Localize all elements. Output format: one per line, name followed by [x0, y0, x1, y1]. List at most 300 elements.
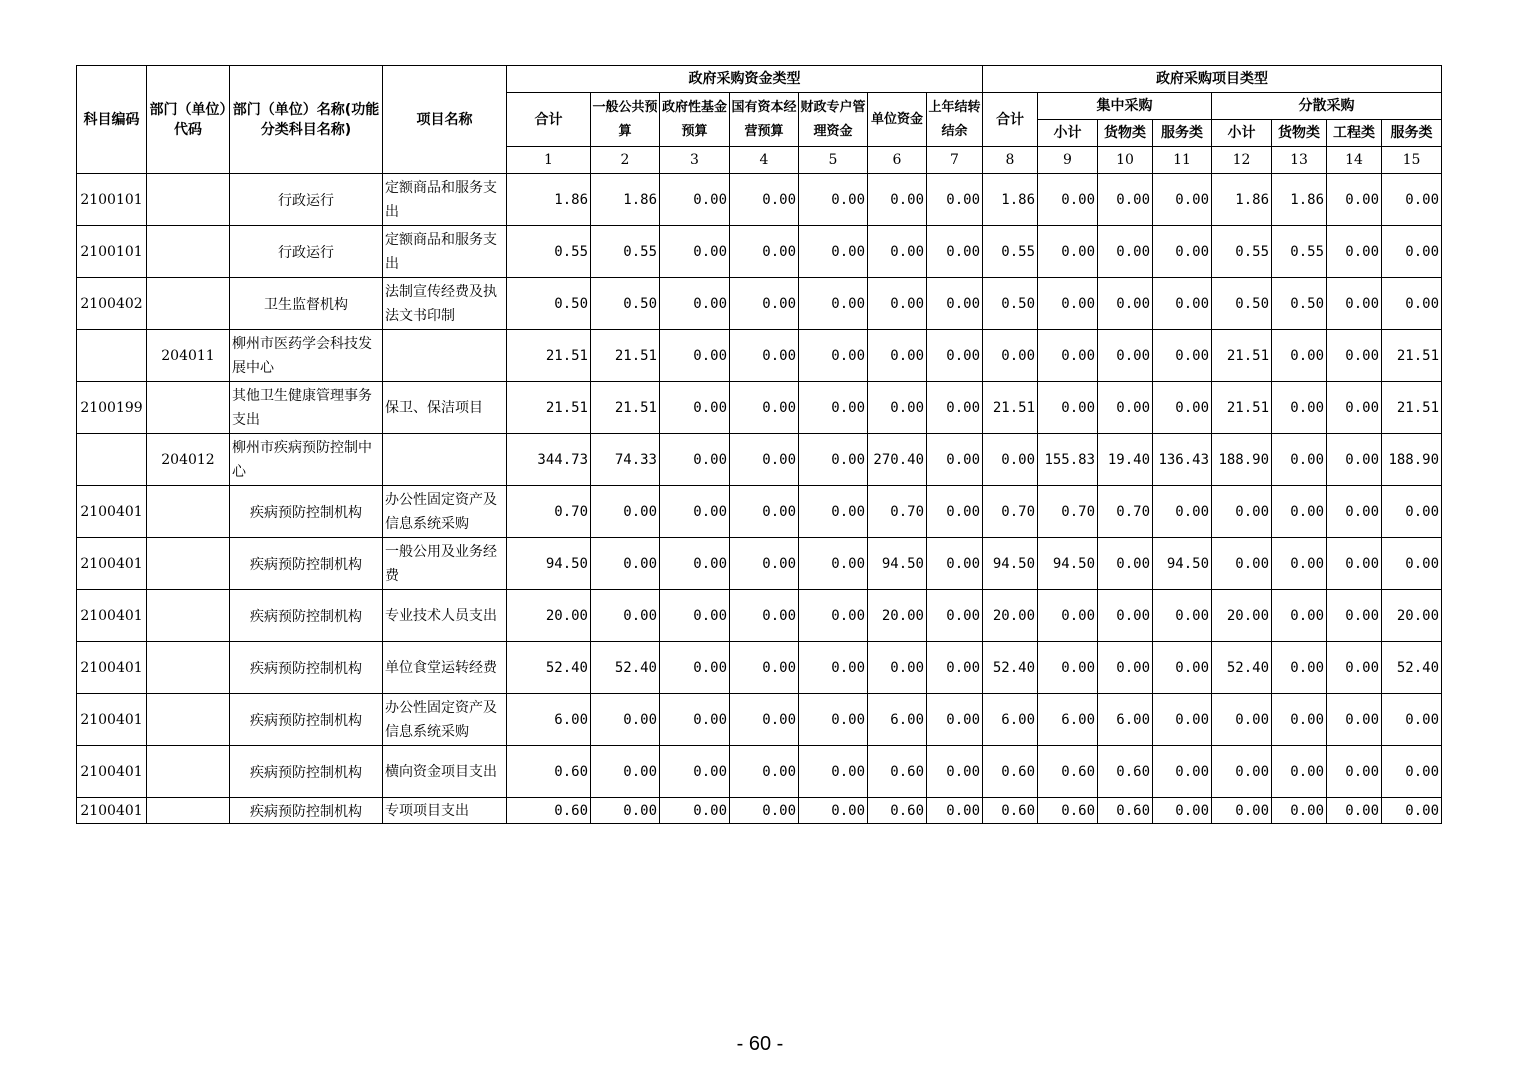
header-fund-col: 政府性基金预算	[660, 93, 730, 147]
value-cell: 0.00	[799, 278, 868, 330]
value-cell: 0.00	[1153, 746, 1212, 798]
header-project-name: 项目名称	[383, 66, 507, 174]
value-cell: 0.00	[1327, 642, 1382, 694]
value-cell: 0.00	[1153, 694, 1212, 746]
value-cell: 0.00	[1098, 174, 1153, 226]
value-cell: 1.86	[1212, 174, 1272, 226]
header-central-group: 集中采购	[1038, 93, 1212, 120]
value-cell: 0.00	[1038, 642, 1098, 694]
value-cell: 0.00	[1212, 798, 1272, 824]
value-cell: 0.00	[1038, 382, 1098, 434]
value-cell: 0.00	[660, 434, 730, 486]
value-cell: 0.00	[799, 486, 868, 538]
header-dept-name: 部门（单位）名称(功能分类科目名称)	[230, 66, 383, 174]
project-name-cell: 法制宣传经费及执法文书印制	[383, 278, 507, 330]
subject-code-cell: 2100401	[77, 694, 147, 746]
dept-code-cell	[147, 382, 230, 434]
value-cell: 6.00	[1098, 694, 1153, 746]
value-cell: 0.00	[799, 174, 868, 226]
dept-name-cell: 疾病预防控制机构	[230, 538, 383, 590]
dept-name-cell: 疾病预防控制机构	[230, 798, 383, 824]
value-cell: 0.50	[983, 278, 1038, 330]
project-name-cell: 专业技术人员支出	[383, 590, 507, 642]
value-cell: 1.86	[591, 174, 660, 226]
value-cell: 21.51	[1212, 330, 1272, 382]
value-cell: 188.90	[1382, 434, 1442, 486]
value-cell: 21.51	[1382, 330, 1442, 382]
value-cell: 0.00	[799, 798, 868, 824]
value-cell: 0.00	[983, 434, 1038, 486]
value-cell: 0.00	[1382, 746, 1442, 798]
value-cell: 0.00	[1038, 330, 1098, 382]
value-cell: 0.00	[799, 694, 868, 746]
dept-name-cell: 柳州市医药学会科技发展中心	[230, 330, 383, 382]
value-cell: 0.00	[1382, 226, 1442, 278]
value-cell: 0.00	[799, 330, 868, 382]
value-cell: 0.00	[927, 174, 983, 226]
subject-code-cell: 2100401	[77, 642, 147, 694]
value-cell: 0.00	[1272, 330, 1327, 382]
value-cell: 0.60	[507, 746, 591, 798]
subject-code-cell: 2100401	[77, 538, 147, 590]
value-cell: 0.00	[927, 226, 983, 278]
subject-code-cell: 2100101	[77, 174, 147, 226]
project-name-cell	[383, 330, 507, 382]
value-cell: 0.00	[1098, 382, 1153, 434]
value-cell: 0.00	[1153, 330, 1212, 382]
table-row	[77, 434, 1442, 486]
table-row	[77, 694, 1442, 746]
value-cell: 0.00	[591, 590, 660, 642]
subject-code-cell: 2100199	[77, 382, 147, 434]
dept-name-cell: 其他卫生健康管理事务支出	[230, 382, 383, 434]
header-subject-code: 科目编码	[77, 66, 147, 174]
value-cell: 0.00	[730, 382, 799, 434]
table-row	[77, 382, 1442, 434]
column-number: 10	[1098, 147, 1153, 174]
value-cell: 0.00	[1327, 226, 1382, 278]
value-cell: 0.60	[1098, 798, 1153, 824]
value-cell: 0.00	[591, 538, 660, 590]
value-cell: 74.33	[591, 434, 660, 486]
table-row	[77, 642, 1442, 694]
header-fund-col: 单位资金	[868, 93, 927, 147]
value-cell: 0.00	[1382, 798, 1442, 824]
value-cell: 0.00	[927, 486, 983, 538]
value-cell: 0.50	[507, 278, 591, 330]
value-cell: 0.00	[927, 278, 983, 330]
project-name-cell: 单位食堂运转经费	[383, 642, 507, 694]
value-cell: 0.00	[927, 694, 983, 746]
project-name-cell: 办公性固定资产及信息系统采购	[383, 694, 507, 746]
table-row	[77, 226, 1442, 278]
dept-name-cell: 疾病预防控制机构	[230, 486, 383, 538]
subject-code-cell: 2100401	[77, 798, 147, 824]
value-cell: 1.86	[507, 174, 591, 226]
project-name-cell: 一般公用及业务经费	[383, 538, 507, 590]
table-row	[77, 278, 1442, 330]
value-cell: 0.00	[591, 746, 660, 798]
value-cell: 0.00	[1382, 486, 1442, 538]
value-cell: 0.00	[1212, 486, 1272, 538]
value-cell: 0.00	[1153, 590, 1212, 642]
value-cell: 0.00	[1212, 694, 1272, 746]
header-dept-code: 部门（单位）代码	[147, 66, 230, 174]
value-cell: 94.50	[983, 538, 1038, 590]
value-cell: 0.60	[983, 746, 1038, 798]
header-dispersed-col: 货物类	[1272, 120, 1327, 147]
table-row	[77, 174, 1442, 226]
value-cell: 0.00	[660, 174, 730, 226]
column-number: 3	[660, 147, 730, 174]
value-cell: 52.40	[507, 642, 591, 694]
value-cell: 0.55	[591, 226, 660, 278]
value-cell: 94.50	[868, 538, 927, 590]
column-number: 8	[983, 147, 1038, 174]
value-cell: 0.00	[1153, 798, 1212, 824]
column-number: 15	[1382, 147, 1442, 174]
value-cell: 0.00	[1212, 538, 1272, 590]
value-cell: 20.00	[983, 590, 1038, 642]
value-cell: 0.60	[1038, 798, 1098, 824]
value-cell: 0.00	[927, 642, 983, 694]
column-number: 11	[1153, 147, 1212, 174]
value-cell: 0.00	[1038, 226, 1098, 278]
header-project-type-group: 政府采购项目类型	[983, 66, 1442, 93]
value-cell: 0.00	[799, 642, 868, 694]
value-cell: 0.00	[730, 486, 799, 538]
header-dispersed-col: 工程类	[1327, 120, 1382, 147]
header-fund-col: 一般公共预算	[591, 93, 660, 147]
value-cell: 0.00	[1153, 226, 1212, 278]
column-number: 9	[1038, 147, 1098, 174]
value-cell: 0.00	[799, 226, 868, 278]
value-cell: 0.00	[1038, 174, 1098, 226]
value-cell: 0.00	[660, 226, 730, 278]
value-cell: 0.55	[1212, 226, 1272, 278]
column-number: 4	[730, 147, 799, 174]
value-cell: 0.00	[1272, 694, 1327, 746]
header-fund-type-group: 政府采购资金类型	[507, 66, 983, 93]
table-row	[77, 538, 1442, 590]
column-number: 7	[927, 147, 983, 174]
table-row	[77, 746, 1442, 798]
value-cell: 0.00	[660, 538, 730, 590]
dept-code-cell	[147, 590, 230, 642]
value-cell: 0.00	[1153, 486, 1212, 538]
header-fund-col: 财政专户管理资金	[799, 93, 868, 147]
value-cell: 0.00	[1327, 746, 1382, 798]
value-cell: 0.55	[507, 226, 591, 278]
value-cell: 0.00	[660, 798, 730, 824]
value-cell: 0.70	[507, 486, 591, 538]
header-dispersed-col: 小计	[1212, 120, 1272, 147]
value-cell: 0.00	[1272, 642, 1327, 694]
project-name-cell: 保卫、保洁项目	[383, 382, 507, 434]
subject-code-cell: 2100401	[77, 590, 147, 642]
value-cell: 94.50	[507, 538, 591, 590]
value-cell: 0.00	[1272, 486, 1327, 538]
value-cell: 0.00	[730, 434, 799, 486]
value-cell: 0.00	[730, 798, 799, 824]
table-row	[77, 486, 1442, 538]
value-cell: 0.00	[660, 694, 730, 746]
value-cell: 0.00	[1272, 434, 1327, 486]
value-cell: 0.00	[927, 538, 983, 590]
column-number: 13	[1272, 147, 1327, 174]
value-cell: 155.83	[1038, 434, 1098, 486]
table-row	[77, 798, 1442, 824]
dept-code-cell	[147, 798, 230, 824]
value-cell: 0.00	[927, 590, 983, 642]
value-cell: 20.00	[868, 590, 927, 642]
value-cell: 270.40	[868, 434, 927, 486]
value-cell: 188.90	[1212, 434, 1272, 486]
header-fund-col: 合计	[507, 93, 591, 147]
value-cell: 0.00	[660, 278, 730, 330]
value-cell: 52.40	[983, 642, 1038, 694]
subject-code-cell: 2100401	[77, 746, 147, 798]
dept-name-cell: 卫生监督机构	[230, 278, 383, 330]
value-cell: 0.00	[660, 486, 730, 538]
value-cell: 21.51	[1212, 382, 1272, 434]
value-cell: 0.00	[591, 486, 660, 538]
value-cell: 0.60	[1038, 746, 1098, 798]
value-cell: 52.40	[1382, 642, 1442, 694]
value-cell: 0.60	[983, 798, 1038, 824]
value-cell: 0.50	[1272, 278, 1327, 330]
value-cell: 21.51	[983, 382, 1038, 434]
value-cell: 0.00	[1272, 590, 1327, 642]
value-cell: 0.60	[507, 798, 591, 824]
value-cell: 0.00	[730, 746, 799, 798]
header-central-col: 货物类	[1098, 120, 1153, 147]
value-cell: 0.00	[1327, 694, 1382, 746]
value-cell: 0.00	[983, 330, 1038, 382]
table-body	[77, 174, 1442, 824]
value-cell: 0.00	[660, 746, 730, 798]
subject-code-cell	[77, 330, 147, 382]
value-cell: 1.86	[1272, 174, 1327, 226]
value-cell: 0.00	[1038, 278, 1098, 330]
value-cell: 0.00	[591, 694, 660, 746]
value-cell: 19.40	[1098, 434, 1153, 486]
project-name-cell: 办公性固定资产及信息系统采购	[383, 486, 507, 538]
value-cell: 0.00	[799, 746, 868, 798]
project-name-cell: 横向资金项目支出	[383, 746, 507, 798]
dept-code-cell: 204012	[147, 434, 230, 486]
value-cell: 0.00	[1272, 538, 1327, 590]
value-cell: 0.00	[660, 590, 730, 642]
project-name-cell: 专项项目支出	[383, 798, 507, 824]
value-cell: 0.00	[730, 330, 799, 382]
value-cell: 0.00	[799, 538, 868, 590]
column-number: 6	[868, 147, 927, 174]
value-cell: 0.00	[1098, 278, 1153, 330]
value-cell: 52.40	[1212, 642, 1272, 694]
value-cell: 0.00	[730, 226, 799, 278]
header-proj-total: 合计	[983, 93, 1038, 147]
dept-code-cell	[147, 642, 230, 694]
value-cell: 0.00	[730, 694, 799, 746]
dept-code-cell	[147, 486, 230, 538]
value-cell: 0.00	[927, 382, 983, 434]
value-cell: 0.00	[1153, 278, 1212, 330]
value-cell: 0.00	[1153, 642, 1212, 694]
value-cell: 0.00	[799, 382, 868, 434]
header-dispersed-group: 分散采购	[1212, 93, 1442, 120]
value-cell: 0.00	[868, 330, 927, 382]
value-cell: 0.00	[1098, 590, 1153, 642]
subject-code-cell: 2100402	[77, 278, 147, 330]
dept-code-cell: 204011	[147, 330, 230, 382]
value-cell: 6.00	[1038, 694, 1098, 746]
value-cell: 0.00	[868, 642, 927, 694]
value-cell: 0.00	[1382, 694, 1442, 746]
value-cell: 21.51	[507, 330, 591, 382]
value-cell: 0.60	[868, 798, 927, 824]
value-cell: 0.00	[868, 278, 927, 330]
value-cell: 0.00	[1098, 642, 1153, 694]
column-number: 12	[1212, 147, 1272, 174]
value-cell: 0.00	[1098, 330, 1153, 382]
table-header	[77, 66, 1442, 174]
subject-code-cell: 2100101	[77, 226, 147, 278]
value-cell: 344.73	[507, 434, 591, 486]
table-row	[77, 330, 1442, 382]
value-cell: 0.55	[1272, 226, 1327, 278]
value-cell: 52.40	[591, 642, 660, 694]
value-cell: 0.00	[1272, 382, 1327, 434]
dept-code-cell	[147, 746, 230, 798]
value-cell: 0.00	[927, 746, 983, 798]
value-cell: 0.00	[660, 382, 730, 434]
header-fund-col: 国有资本经营预算	[730, 93, 799, 147]
dept-name-cell: 疾病预防控制机构	[230, 642, 383, 694]
column-number: 5	[799, 147, 868, 174]
dept-name-cell: 柳州市疾病预防控制中心	[230, 434, 383, 486]
dept-name-cell: 疾病预防控制机构	[230, 694, 383, 746]
value-cell: 0.00	[1153, 174, 1212, 226]
value-cell: 0.00	[927, 330, 983, 382]
subject-code-cell	[77, 434, 147, 486]
value-cell: 21.51	[591, 330, 660, 382]
value-cell: 1.86	[983, 174, 1038, 226]
value-cell: 0.00	[660, 642, 730, 694]
value-cell: 0.00	[730, 278, 799, 330]
value-cell: 21.51	[507, 382, 591, 434]
value-cell: 0.00	[1327, 538, 1382, 590]
value-cell: 0.00	[1272, 798, 1327, 824]
value-cell: 0.00	[730, 642, 799, 694]
value-cell: 0.70	[983, 486, 1038, 538]
value-cell: 0.00	[1327, 330, 1382, 382]
value-cell: 0.55	[983, 226, 1038, 278]
value-cell: 94.50	[1038, 538, 1098, 590]
procurement-budget-table	[76, 65, 1442, 824]
value-cell: 6.00	[868, 694, 927, 746]
dept-code-cell	[147, 226, 230, 278]
value-cell: 6.00	[983, 694, 1038, 746]
header-central-col: 服务类	[1153, 120, 1212, 147]
value-cell: 0.60	[1098, 746, 1153, 798]
subject-code-cell: 2100401	[77, 486, 147, 538]
column-number: 14	[1327, 147, 1382, 174]
value-cell: 21.51	[591, 382, 660, 434]
page-number: - 60 -	[736, 1033, 784, 1055]
value-cell: 0.00	[1153, 382, 1212, 434]
value-cell: 0.00	[927, 434, 983, 486]
value-cell: 0.00	[730, 590, 799, 642]
value-cell: 20.00	[507, 590, 591, 642]
dept-code-cell	[147, 538, 230, 590]
value-cell: 0.00	[1327, 174, 1382, 226]
project-name-cell: 定额商品和服务支出	[383, 174, 507, 226]
header-fund-col: 上年结转结余	[927, 93, 983, 147]
header-central-col: 小计	[1038, 120, 1098, 147]
value-cell: 0.00	[591, 798, 660, 824]
dept-name-cell: 行政运行	[230, 174, 383, 226]
value-cell: 0.00	[1327, 382, 1382, 434]
value-cell: 0.70	[868, 486, 927, 538]
value-cell: 21.51	[1382, 382, 1442, 434]
value-cell: 0.00	[660, 330, 730, 382]
value-cell: 0.00	[1098, 226, 1153, 278]
value-cell: 0.00	[1272, 746, 1327, 798]
column-number: 1	[507, 147, 591, 174]
value-cell: 0.00	[1212, 746, 1272, 798]
value-cell: 0.00	[868, 174, 927, 226]
value-cell: 0.00	[1327, 798, 1382, 824]
value-cell: 0.50	[591, 278, 660, 330]
value-cell: 0.00	[799, 590, 868, 642]
dept-code-cell	[147, 694, 230, 746]
dept-code-cell	[147, 174, 230, 226]
dept-code-cell	[147, 278, 230, 330]
dept-name-cell: 行政运行	[230, 226, 383, 278]
header-dispersed-col: 服务类	[1382, 120, 1442, 147]
dept-name-cell: 疾病预防控制机构	[230, 746, 383, 798]
project-name-cell	[383, 434, 507, 486]
value-cell: 0.00	[1382, 538, 1442, 590]
value-cell: 0.00	[868, 382, 927, 434]
value-cell: 0.00	[868, 226, 927, 278]
value-cell: 0.00	[1327, 278, 1382, 330]
value-cell: 20.00	[1212, 590, 1272, 642]
value-cell: 0.00	[1327, 434, 1382, 486]
value-cell: 94.50	[1153, 538, 1212, 590]
dept-name-cell: 疾病预防控制机构	[230, 590, 383, 642]
value-cell: 0.00	[1038, 590, 1098, 642]
value-cell: 0.00	[1327, 590, 1382, 642]
value-cell: 0.00	[730, 538, 799, 590]
column-number: 2	[591, 147, 660, 174]
value-cell: 0.00	[730, 174, 799, 226]
value-cell: 0.00	[927, 798, 983, 824]
value-cell: 0.70	[1038, 486, 1098, 538]
value-cell: 0.50	[1212, 278, 1272, 330]
value-cell: 0.00	[1382, 174, 1442, 226]
value-cell: 0.00	[1382, 278, 1442, 330]
table-row	[77, 590, 1442, 642]
value-cell: 6.00	[507, 694, 591, 746]
project-name-cell: 定额商品和服务支出	[383, 226, 507, 278]
value-cell: 0.00	[799, 434, 868, 486]
value-cell: 0.70	[1098, 486, 1153, 538]
value-cell: 0.60	[868, 746, 927, 798]
value-cell: 20.00	[1382, 590, 1442, 642]
value-cell: 0.00	[1327, 486, 1382, 538]
